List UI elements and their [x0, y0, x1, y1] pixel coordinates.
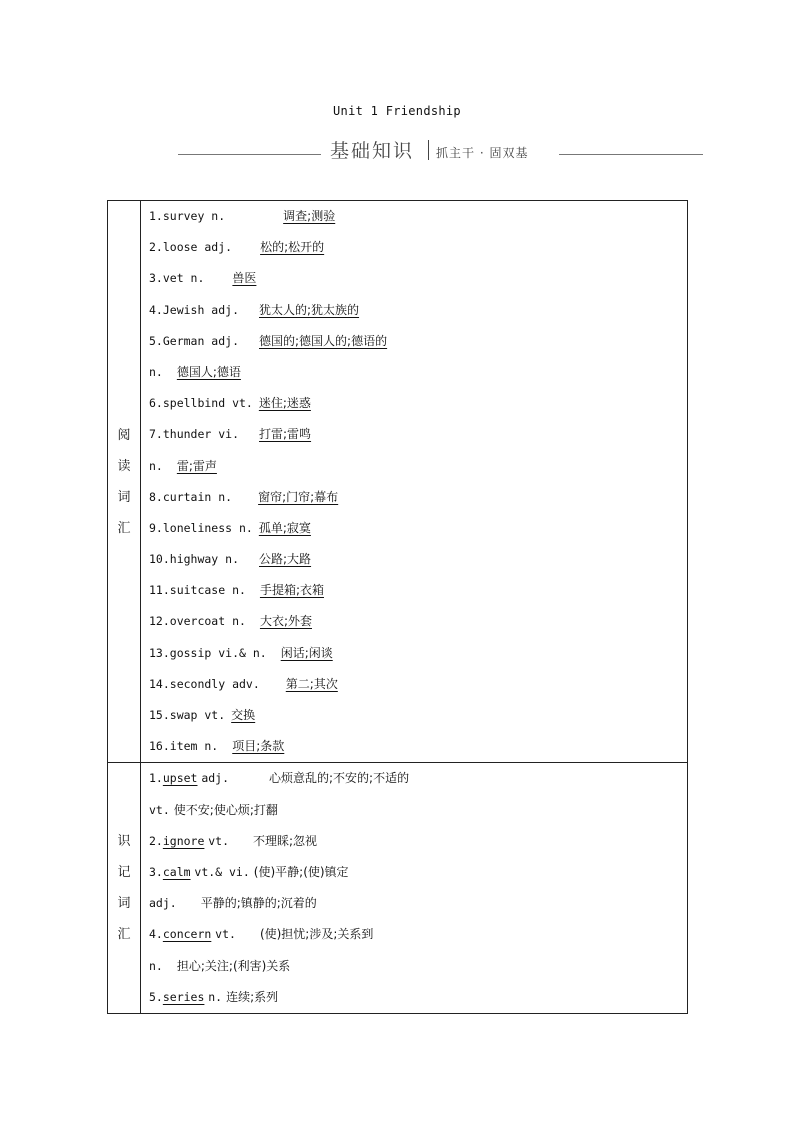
vocab-entry	[149, 700, 687, 731]
entry-meaning: 使不安;使心烦;打翻	[173, 802, 278, 817]
section-label-char: 汇	[117, 927, 131, 943]
vocab-entry	[149, 326, 687, 357]
vocab-entry	[149, 357, 687, 388]
entry-pos: vt.	[149, 802, 170, 817]
entry-meaning: (使)平静;(使)镇定	[253, 864, 349, 879]
entry-word: ignore	[162, 833, 205, 848]
entry-pos: n.	[208, 989, 223, 1004]
section-label-char: 识	[117, 834, 131, 850]
entry-prefix: 5.German adj.	[149, 333, 240, 348]
section-label-char: 读	[117, 458, 131, 474]
entry-meaning: 不理睬;忽视	[253, 833, 318, 848]
vocab-entry	[149, 232, 687, 263]
section-label-char: 汇	[117, 520, 131, 536]
memorize-vocab-section	[108, 763, 688, 1014]
entry-prefix: n.	[149, 364, 163, 379]
vocab-entry	[149, 951, 687, 982]
entry-pos: adj.	[201, 771, 230, 786]
unit-title: Unit 1 Friendship	[333, 104, 461, 118]
banner-rule-left	[178, 154, 321, 155]
entry-word: upset	[162, 771, 198, 786]
entry-prefix: 9.loneliness n.	[149, 520, 253, 535]
entry-answer: 窗帘;门帘;幕布	[258, 489, 339, 504]
entry-number: 1.	[149, 771, 163, 786]
entry-answer: 手提箱;衣箱	[259, 583, 324, 598]
entry-prefix: 14.secondly adv.	[149, 676, 260, 691]
vocab-entry	[149, 857, 687, 888]
entry-answer: 闲话;闲谈	[280, 645, 333, 660]
entry-pos: vt.	[215, 927, 236, 942]
vocab-entry	[149, 419, 687, 450]
section-label-char: 阅	[117, 427, 131, 443]
vocab-entry	[149, 826, 687, 857]
entry-answer: 交换	[231, 708, 256, 722]
entry-meaning: 连续;系列	[226, 989, 279, 1004]
entry-pos: vt.	[208, 833, 230, 848]
entry-word: calm	[162, 864, 191, 879]
entry-answer: 迷住;迷惑	[258, 396, 311, 411]
vocab-entry	[149, 451, 687, 482]
vocab-entry	[149, 513, 687, 544]
entry-prefix: 11.suitcase n.	[149, 583, 246, 598]
entry-meaning: (使)担忧;涉及;关系到	[259, 927, 374, 942]
entry-answer: 德国的;德国人的;德语的	[259, 333, 388, 348]
entry-answer: 德国人;德语	[176, 364, 241, 379]
entry-pos: vt.& vi.	[194, 864, 250, 879]
vocab-entry	[149, 638, 687, 669]
entry-word: concern	[162, 927, 212, 942]
entry-meaning: 心烦意乱的;不安的;不适的	[269, 771, 410, 786]
entry-answer: 松的;松开的	[260, 240, 325, 255]
entry-prefix: 7.thunder vi.	[149, 427, 240, 442]
entry-answer: 雷;雷声	[176, 458, 217, 473]
vocab-entry	[149, 575, 687, 606]
entry-prefix: 13.gossip vi.& n.	[149, 645, 267, 660]
section-banner	[0, 134, 794, 164]
section-label-char: 记	[117, 865, 131, 881]
entry-meaning: 担心;关注;(利害)关系	[176, 958, 291, 973]
section-label-memorize	[108, 763, 141, 1014]
entry-prefix: 2.loose adj.	[149, 240, 233, 255]
banner-heading: 基础知识	[330, 140, 415, 162]
vocab-entry	[149, 795, 687, 826]
entry-pos: adj.	[149, 896, 177, 911]
entry-answer: 公路;大路	[259, 552, 312, 567]
vocab-entry	[149, 982, 687, 1013]
vocab-entry	[149, 606, 687, 637]
entry-answer: 第二;其次	[285, 676, 338, 691]
entry-prefix: 16.item n.	[149, 739, 219, 754]
entry-prefix: 8.curtain n.	[149, 489, 233, 504]
section-label-char: 词	[117, 489, 131, 505]
vocab-entry	[149, 544, 687, 575]
vocab-entry	[149, 731, 687, 762]
entry-prefix: 6.spellbind vt.	[149, 396, 253, 411]
banner-rule-right	[559, 154, 703, 155]
vocab-entry	[149, 888, 687, 919]
entry-number: 3.	[149, 864, 163, 879]
reading-vocab-section	[108, 201, 688, 763]
entry-answer: 犹太人的;犹太族的	[259, 302, 360, 317]
entry-prefix: 4.Jewish adj.	[149, 302, 240, 317]
vocab-entry	[149, 763, 687, 794]
entry-prefix: 15.swap vt.	[149, 708, 226, 722]
entry-prefix: 12.overcoat n.	[149, 614, 246, 629]
reading-vocab-list	[141, 201, 688, 763]
vocabulary-table	[107, 200, 688, 1014]
entry-answer: 兽医	[232, 271, 257, 286]
entry-answer: 大衣;外套	[259, 614, 312, 629]
entry-word: series	[162, 989, 205, 1004]
vocab-entry	[149, 919, 687, 950]
entry-answer: 调查;测验	[283, 209, 336, 223]
entry-number: 4.	[149, 927, 163, 942]
entry-pos: n.	[149, 958, 163, 973]
entry-number: 2.	[149, 833, 163, 848]
vocab-entry	[149, 388, 687, 419]
entry-answer: 打雷;雷鸣	[259, 427, 312, 442]
memorize-vocab-list	[141, 763, 688, 1014]
banner-divider	[428, 140, 429, 160]
entry-prefix: 10.highway n.	[149, 552, 240, 567]
entry-meaning: 平静的;镇静的;沉着的	[200, 896, 317, 911]
entry-answer: 孤单;寂寞	[258, 520, 311, 535]
section-label-char: 词	[117, 896, 131, 912]
vocab-entry	[149, 669, 687, 700]
entry-prefix: 3.vet n.	[149, 271, 205, 286]
entry-answer: 项目;条款	[232, 739, 285, 754]
vocab-entry	[149, 263, 687, 294]
entry-number: 5.	[149, 989, 163, 1004]
vocab-entry	[149, 295, 687, 326]
section-label-reading	[108, 201, 141, 763]
entry-prefix: 1.survey n.	[149, 209, 226, 223]
banner-subtitle: 抓主干 · 固双基	[436, 146, 529, 160]
entry-prefix: n.	[149, 458, 163, 473]
vocab-entry	[149, 201, 687, 232]
vocab-entry	[149, 482, 687, 513]
